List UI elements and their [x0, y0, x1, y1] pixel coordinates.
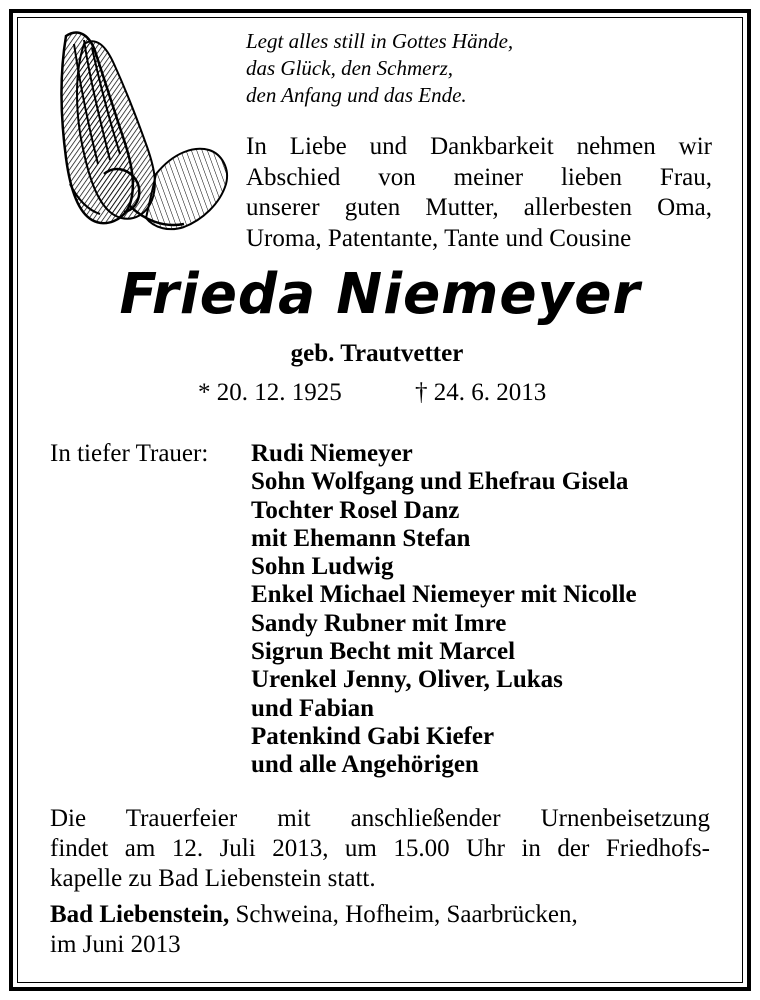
poem: [246, 28, 686, 109]
deceased-name: Frieda Niemeyer: [119, 262, 641, 327]
mourner-line: Sigrun Becht mit Marcel: [251, 638, 516, 666]
death-date: † 24. 6. 2013: [415, 379, 547, 406]
mourner-line: Sandy Rubner mit Imre: [251, 609, 507, 637]
mourners-label: In tiefer Trauer:: [50, 440, 209, 467]
birth-date: * 20. 12. 1925: [198, 379, 342, 406]
intro-line: Abschied von meiner lieben Frau,: [246, 163, 712, 191]
mourner-line: Urenkel Jenny, Oliver, Lukas: [251, 666, 563, 694]
poem-line: den Anfang und das Ende.: [246, 83, 467, 107]
mourner-line: Sohn Wolfgang und Ehefrau Gisela: [251, 468, 629, 496]
poem-line: das Glück, den Schmerz,: [246, 56, 454, 80]
service-line: kapelle zu Bad Liebenstein statt.: [50, 865, 376, 892]
mourner-line: Enkel Michael Niemeyer mit Nicolle: [251, 581, 637, 609]
poem-line: Legt alles still in Gottes Hände,: [246, 29, 514, 53]
mourner-line: Tochter Rosel Danz: [251, 496, 460, 524]
mourner-line: Patenkind Gabi Kiefer: [251, 722, 495, 750]
funeral-service-info: [50, 804, 710, 894]
service-line: findet am 12. Juli 2013, um 15.00 Uhr in der Friedhofs-: [50, 835, 710, 862]
mourners-list: [251, 440, 721, 780]
mourner-line: und Fabian: [251, 694, 374, 722]
mourner-line: Rudi Niemeyer: [251, 440, 413, 467]
intro-line: unserer guten Mutter, allerbesten Oma,: [246, 194, 712, 221]
places-rest: Schweina, Hofheim, Saarbrücken,: [229, 901, 578, 928]
closing-place-date: [50, 900, 710, 960]
intro-line: Uroma, Patentante, Tante und Cousine: [246, 224, 632, 252]
mourner-line: Sohn Ludwig: [251, 553, 394, 581]
service-line: Die Trauerfeier mit anschließender Urnenbeisetzung: [50, 805, 710, 832]
mourner-line: und alle Angehörigen: [251, 751, 479, 779]
place-bold: Bad Liebenstein,: [50, 901, 230, 928]
mourner-line: mit Ehemann Stefan: [251, 524, 471, 552]
closing-date: im Juni 2013: [50, 931, 181, 958]
intro-text: [246, 132, 712, 254]
places-line: [50, 900, 710, 930]
life-dates: [198, 379, 578, 407]
maiden-name: geb. Trautvetter: [290, 340, 464, 367]
praying-hands-icon: [44, 24, 234, 239]
intro-line: In Liebe und Dankbarkeit nehmen wir: [246, 133, 712, 160]
